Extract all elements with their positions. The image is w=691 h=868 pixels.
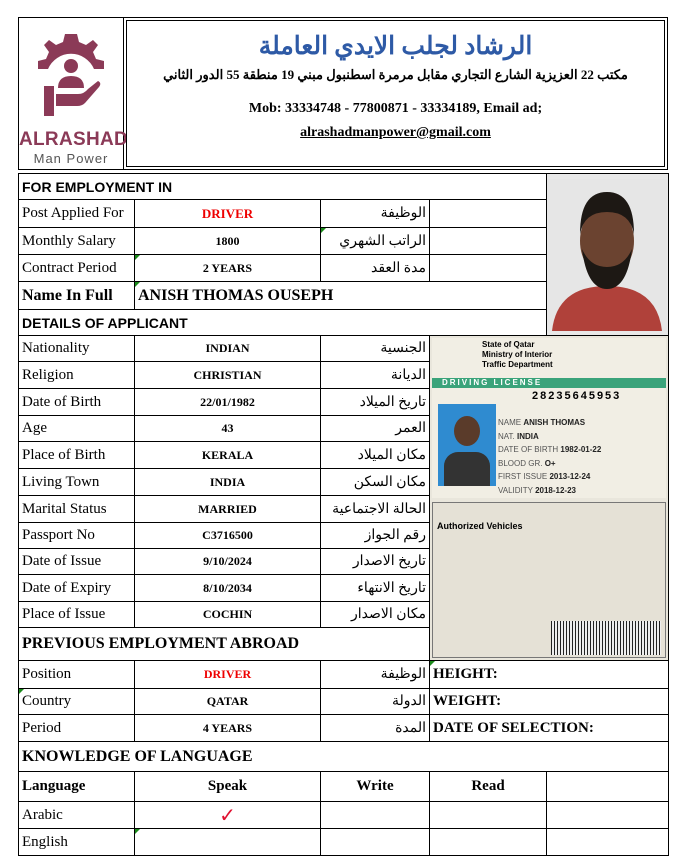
logo-subtitle: Man Power (33, 151, 109, 166)
value-place-of-issue: COCHIN (135, 602, 321, 628)
label-date-of-expiry: Date of Expiry (19, 575, 135, 602)
label-height: HEIGHT: (430, 661, 669, 689)
label-age-ar: العمر (321, 416, 430, 442)
value-living-town: INDIA (135, 469, 321, 496)
label-contract-ar: مدة العقد (321, 255, 430, 282)
label-religion-ar: الديانة (321, 362, 430, 389)
label-place-of-birth-ar: مكان الميلاد (321, 442, 430, 469)
label-age: Age (19, 416, 135, 442)
label-living-town: Living Town (19, 469, 135, 496)
gear-hand-logo-icon (36, 30, 106, 122)
value-religion: CHRISTIAN (135, 362, 321, 389)
label-nationality-ar: الجنسية (321, 336, 430, 362)
label-country: Country (19, 689, 135, 715)
label-position: Position (19, 661, 135, 689)
label-dob: Date of Birth (19, 389, 135, 416)
label-nationality: Nationality (19, 336, 135, 362)
label-religion: Religion (19, 362, 135, 389)
value-date-of-issue: 9/10/2024 (135, 549, 321, 575)
label-country-ar: الدولة (321, 689, 430, 715)
label-full-name: Name In Full (19, 282, 135, 310)
header-read: Read (430, 772, 547, 802)
value-date-of-expiry: 8/10/2034 (135, 575, 321, 602)
label-date-of-issue-ar: تاريخ الاصدار (321, 549, 430, 575)
language-english: English (19, 829, 135, 856)
label-contract: Contract Period (19, 255, 135, 282)
value-passport-no: C3716500 (135, 523, 321, 549)
english-speak (135, 829, 321, 856)
label-place-of-birth: Place of Birth (19, 442, 135, 469)
label-passport-no-ar: رقم الجواز (321, 523, 430, 549)
label-post: Post Applied For (19, 200, 135, 228)
company-info (126, 20, 665, 167)
arabic-speak-checkmark-icon: ✓ (135, 802, 321, 829)
label-salary-ar: الراتب الشهري (321, 228, 430, 255)
empty-cell (547, 802, 669, 829)
empty-cell (430, 200, 547, 228)
english-read (430, 829, 547, 856)
value-position: DRIVER (135, 661, 321, 689)
barcode-icon (551, 621, 661, 655)
label-place-of-issue-ar: مكان الاصدار (321, 602, 430, 628)
label-position-ar: الوظيفة (321, 661, 430, 689)
label-period: Period (19, 715, 135, 742)
section-applicant: DETAILS OF APPLICANT (19, 310, 547, 336)
value-full-name: ANISH THOMAS OUSEPH (135, 282, 547, 310)
value-salary: 1800 (135, 228, 321, 255)
driving-license-image: State of Qatar Ministry of Interior Traffic Department DRIVING LICENSE 28235645953 NAME ANISH THOMAS NAT. INDIA DATE OF BIRTH 1982-01-22 BLOOD GR. O+ FIRST ISSUE 2013-12-24 VALIDITY 2018-12-23 Authorized Vehicles (430, 336, 669, 661)
value-post: DRIVER (135, 200, 321, 228)
empty-cell (547, 772, 669, 802)
section-language: KNOWLEDGE OF LANGUAGE (19, 742, 669, 772)
empty-cell (547, 829, 669, 856)
company-logo (19, 18, 129, 169)
label-weight: WEIGHT: (430, 689, 669, 715)
arabic-write (321, 802, 430, 829)
section-employment: FOR EMPLOYMENT IN (19, 174, 547, 200)
value-period: 4 YEARS (135, 715, 321, 742)
value-place-of-birth: KERALA (135, 442, 321, 469)
value-marital-status: MARRIED (135, 496, 321, 523)
header-speak: Speak (135, 772, 321, 802)
value-dob: 22/01/1982 (135, 389, 321, 416)
label-date-of-selection: DATE OF SELECTION: (430, 715, 669, 742)
label-post-ar: الوظيفة (321, 200, 430, 228)
label-date-of-issue: Date of Issue (19, 549, 135, 575)
header-language: Language (19, 772, 135, 802)
label-passport-no: Passport No (19, 523, 135, 549)
company-phones: Mob: 33334748 - 77800871 - 33334189, Email ad; (248, 101, 543, 116)
label-marital-status-ar: الحالة الاجتماعية (321, 496, 430, 523)
language-arabic: Arabic (19, 802, 135, 829)
label-dob-ar: تاريخ الميلاد (321, 389, 430, 416)
section-previous-employment: PREVIOUS EMPLOYMENT ABROAD (19, 628, 430, 661)
company-address: مكتب 22 العزيزية الشارع التجاري مقابل مرمرة اسطنبول مبني 19 منطقة 55 الدور الثاني (163, 67, 628, 82)
arabic-read (430, 802, 547, 829)
label-living-town-ar: مكان السكن (321, 469, 430, 496)
label-salary: Monthly Salary (19, 228, 135, 255)
letterhead (18, 17, 668, 170)
value-country: QATAR (135, 689, 321, 715)
empty-cell (430, 228, 547, 255)
label-place-of-issue: Place of Issue (19, 602, 135, 628)
empty-cell (430, 255, 547, 282)
value-nationality: INDIAN (135, 336, 321, 362)
application-form (18, 173, 669, 856)
english-write (321, 829, 430, 856)
company-title-arabic: الرشاد لجلب الايدي العاملة (258, 33, 533, 60)
value-contract: 2 YEARS (135, 255, 321, 282)
label-marital-status: Marital Status (19, 496, 135, 523)
label-date-of-expiry-ar: تاريخ الانتهاء (321, 575, 430, 602)
company-email[interactable]: alrashadmanpower@gmail.com (300, 125, 491, 140)
label-period-ar: المدة (321, 715, 430, 742)
logo-name: ALRASHAD (19, 129, 129, 150)
applicant-photo (547, 174, 669, 336)
header-write: Write (321, 772, 430, 802)
value-age: 43 (135, 416, 321, 442)
